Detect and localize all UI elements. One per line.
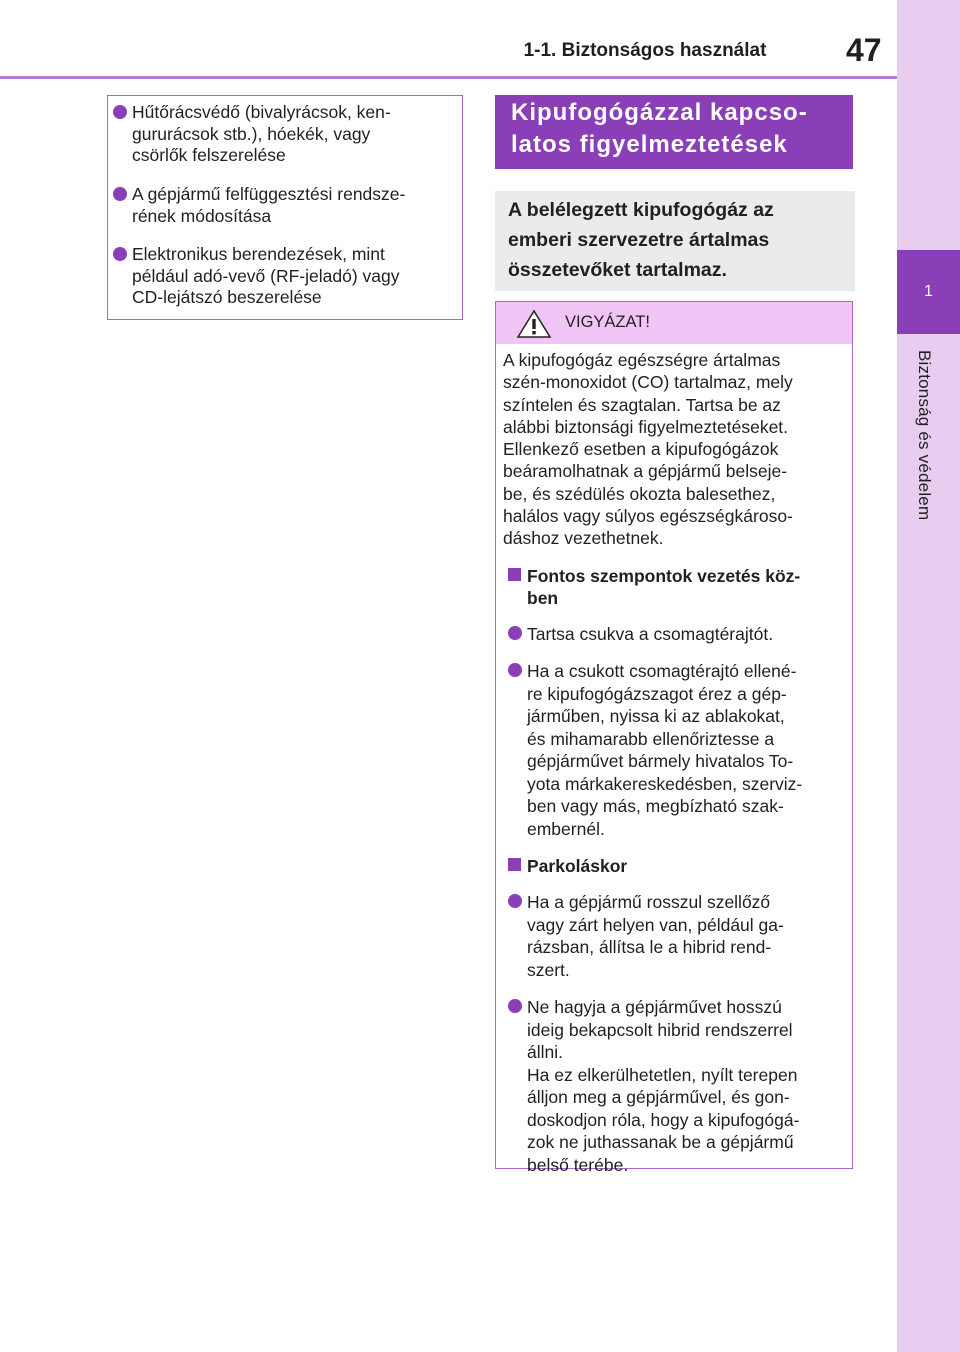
header-divider [0,76,898,79]
bullet-icon [113,187,127,201]
bullet-icon [508,626,522,640]
warning-triangle-icon [516,309,552,339]
list-item: Ne hagyja a gépjárművet hosszú ideig bekapcsolt hibrid rendszerrel állni. Ha ez elkerülhetetlen, nyílt terepen álljon meg a gépjárművel, és gon- doskodjon róla, hogy a kipufogógá- zok ne juthassanak be a gépjármű belső terébe. [503,996,843,1176]
chapter-side-tab [897,0,960,1352]
square-bullet-icon [508,858,521,871]
list-item: Hűtőrácsvédő (bivalyrácsok, ken- gururácsok stb.), hóekék, vagy csörlők felszerelése [108,102,391,167]
list-item: Ha a gépjármű rosszul szellőző vagy zárt helyen van, például ga- rázsban, állítsa le a hibrid rend- szert. [503,891,843,981]
warning-label: VIGYÁZAT! [565,313,650,331]
chapter-number: 1 [924,283,933,300]
section-header-title: 1-1. Biztonságos használat [523,40,767,61]
section-heading: Kipufogógázzal kapcso- latos figyelmeztetések [495,95,853,169]
list-item: Elektronikus berendezések, mint például adó-vevő (RF-jeladó) vagy CD-lejátszó beszerelése [108,244,400,309]
intro-box: A belélegzett kipufogógáz az emberi szervezetre ártalmas összetevőket tartalmaz. [495,191,855,291]
list-item: Ha a csukott csomagtérajtó ellené- re kipufogógázszagot érez a gép- járműben, nyissa ki az ablakokat, és mihamarabb ellenőriztesse a gépjárművet bármely hivatalos To- yota márkakereskedésben, szerviz- ben vagy más, megbízható szak- embernél. [503,660,843,840]
chapter-title: Biztonság és védelem [915,350,934,521]
page-number: 47 [846,32,882,68]
modification-list-box [107,95,463,320]
chapter-number-tab [897,250,960,334]
list-item: A gépjármű felfüggesztési rendsze- rének módosítása [108,184,405,227]
bullet-icon [113,247,127,261]
list-item: Tartsa csukva a csomagtérajtót. [503,623,843,646]
bullet-icon [508,999,522,1013]
subsection-heading: Fontos szempontok vezetés köz- ben [503,565,843,609]
subsection-heading: Parkoláskor [503,855,843,877]
square-bullet-icon [508,568,521,581]
warning-box [495,301,853,1175]
bullet-icon [113,105,127,119]
bullet-icon [508,663,522,677]
warning-paragraph: A kipufogógáz egészségre ártalmas szén-monoxidot (CO) tartalmaz, mely színtelen és szagtalan. Tartsa be az alábbi biztonsági figyelmeztetéseket. Ellenkező esetben a kipufogógázok beáramolhatnak a gépjármű belseje- be, és szédülés okozta balesethez, halálos vagy súlyos egészségkároso- dáshoz vezethetnek. [503,350,793,549]
bullet-icon [508,894,522,908]
warning-body [503,349,843,1176]
warning-header [496,302,852,344]
